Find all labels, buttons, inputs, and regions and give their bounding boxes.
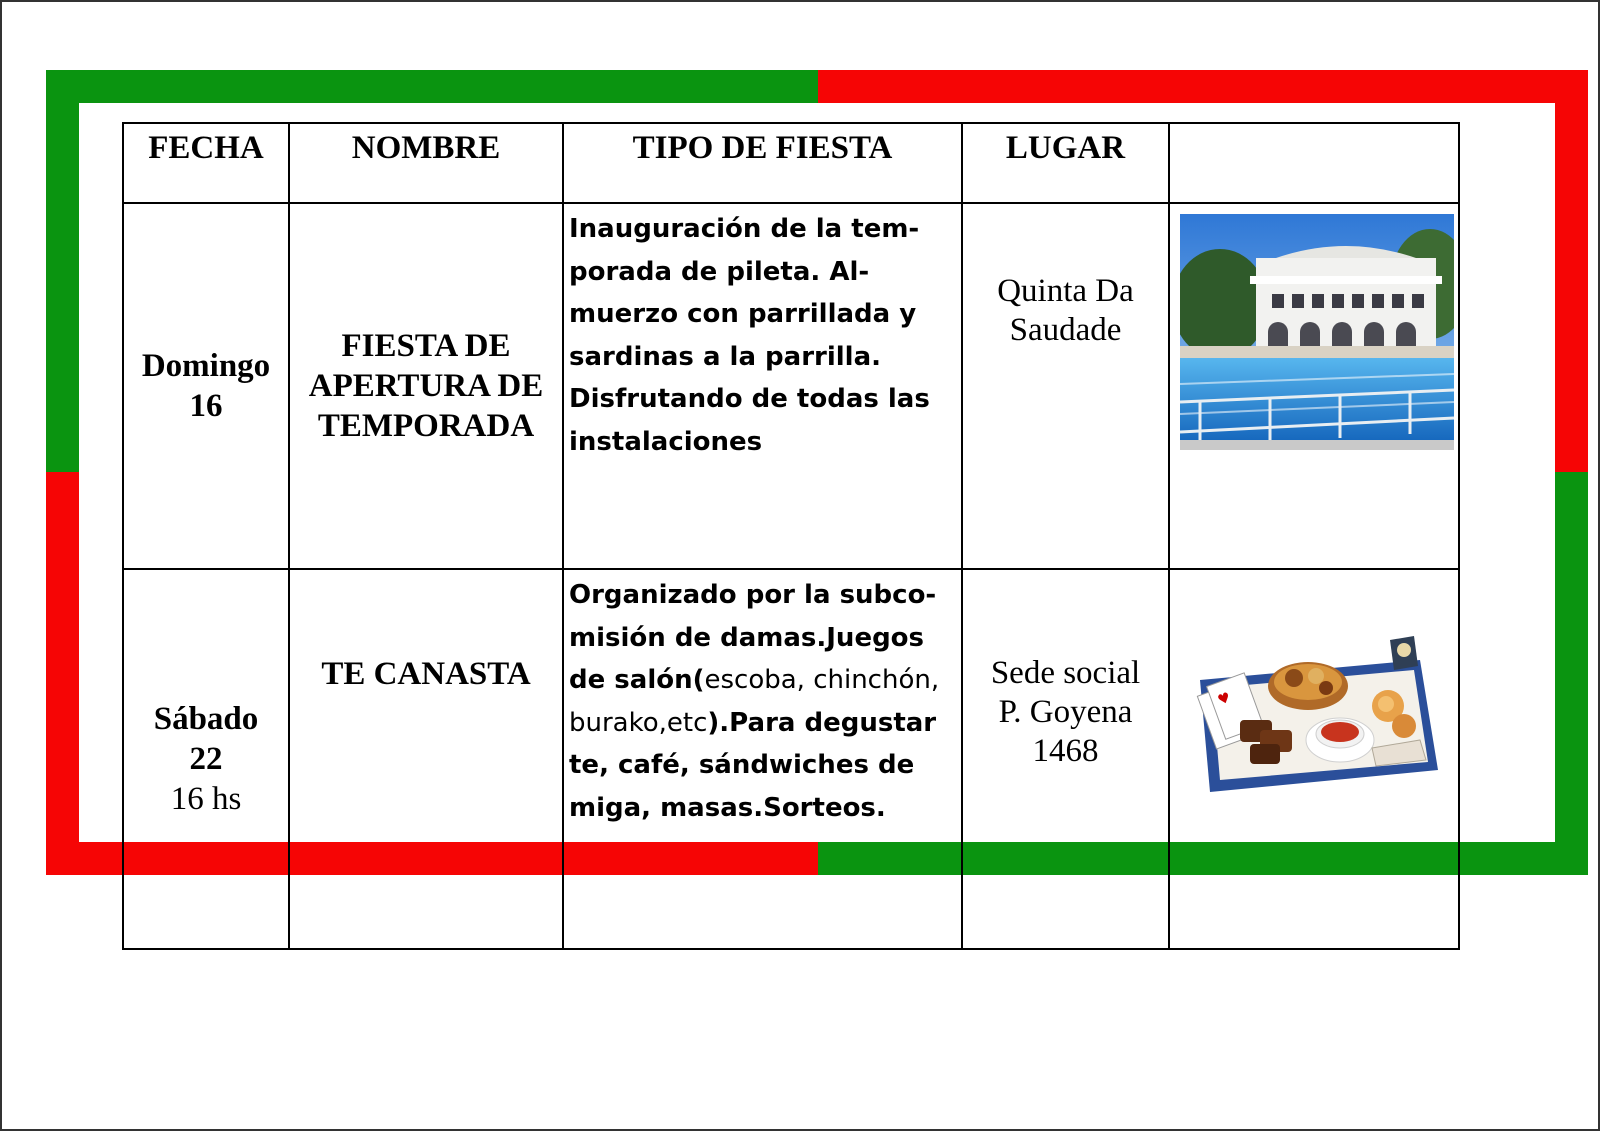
tipo-part-bold: ).Para degustar te, café, sándwiches de miga, masas.Sorteos.: [569, 707, 937, 823]
lugar-line: 1468: [1032, 733, 1099, 769]
header-tipo-de-fiesta: TIPO DE FIESTA: [563, 123, 962, 203]
cell-fecha: [123, 203, 289, 569]
cell-fecha: [123, 569, 289, 949]
tea-tray-icon: [1190, 620, 1440, 810]
fecha-day: Domingo: [141, 348, 271, 384]
frame-left-top-green: [46, 70, 79, 472]
pool-icon: [1180, 214, 1454, 450]
nombre-line: APERTURA DE: [308, 368, 544, 404]
table-header-row: [123, 123, 1459, 203]
lugar-line: Saudade: [1009, 312, 1122, 348]
cell-lugar: [962, 569, 1169, 949]
frame-right-bottom-green: [1555, 472, 1588, 875]
cell-lugar: [962, 203, 1169, 569]
fecha-time: 16 hs: [170, 781, 242, 817]
cell-image: [1169, 569, 1459, 949]
nombre-line: FIESTA DE: [341, 328, 511, 364]
frame-top-right-red: [818, 70, 1588, 103]
lugar-line: Sede social: [990, 655, 1141, 691]
cell-tipo-de-fiesta: [563, 203, 962, 569]
header-nombre: NOMBRE: [289, 123, 563, 203]
tipo-part-bold: Organizado por la subco-misión de damas.Juegos de salón(: [569, 580, 937, 695]
lugar-line: Quinta Da: [997, 273, 1134, 309]
cell-nombre: [289, 569, 563, 949]
nombre-line: TEMPORADA: [317, 408, 535, 444]
header-fecha: FECHA: [123, 123, 289, 203]
nombre-line: TE CANASTA: [321, 656, 531, 692]
frame-top-left-green: [46, 70, 818, 103]
tipo-part-normal: escoba, chinchón, burako,etc: [569, 665, 940, 738]
frame-left-bottom-red: [46, 472, 79, 875]
header-lugar: LUGAR: [962, 123, 1169, 203]
cell-nombre: [289, 203, 563, 569]
tipo-description: Inauguración de la tem-porada de pileta. Al-muerzo con parrillada y sardinas a la parrilla. Disfrutando de todas las instalaciones: [569, 214, 930, 457]
cell-tipo-de-fiesta: [563, 569, 962, 949]
fecha-number: 16: [189, 388, 223, 424]
header-image-empty: [1169, 123, 1459, 203]
svg-text:♥: ♥: [1215, 689, 1233, 709]
cell-image: [1169, 203, 1459, 569]
fecha-number: 22: [189, 741, 223, 777]
lugar-line: P. Goyena: [998, 694, 1133, 730]
table-row: [123, 569, 1459, 949]
table-row: [123, 203, 1459, 569]
frame-right-top-red: [1555, 70, 1588, 472]
fecha-day: Sábado: [153, 701, 259, 737]
events-table: [122, 122, 1460, 950]
